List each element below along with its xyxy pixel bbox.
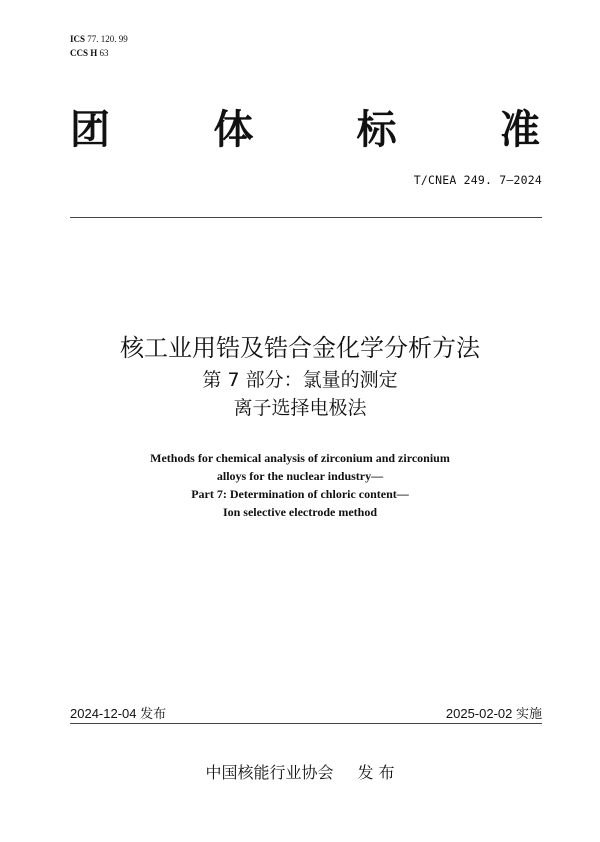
ics-code [70, 32, 128, 46]
standard-type-char: 准 [499, 106, 540, 153]
ccs-value: 63 [99, 48, 109, 58]
publisher-name: 中国核能行业协会 [205, 763, 334, 782]
implementation-date: 2025-02-02 实施 [445, 706, 542, 721]
publisher-line [0, 760, 600, 783]
english-title [0, 449, 600, 521]
standard-type-char: 团 [70, 106, 110, 153]
header-divider [70, 217, 542, 218]
english-title-line: Ion selective electrode method [222, 505, 378, 519]
classification-codes [70, 32, 128, 60]
ccs-code [70, 46, 128, 60]
english-title-line: Methods for chemical analysis of zirconium and zirconium [150, 451, 450, 465]
chinese-title-part: 第 7 部分：氯量的测定 [202, 369, 398, 391]
ics-label: ICS [70, 34, 86, 44]
chinese-title-main: 核工业用锆及锆合金化学分析方法 [120, 334, 480, 362]
issue-date: 2024-12-04 发布 [70, 706, 167, 721]
ics-value: 77. 120. 99 [87, 34, 128, 44]
chinese-title [0, 330, 600, 422]
ccs-label: CCS H [70, 48, 98, 58]
standard-type-char: 体 [213, 106, 254, 153]
footer-divider [70, 723, 542, 724]
publisher-action: 发 布 [357, 763, 395, 782]
standard-type-char: 标 [356, 106, 397, 153]
english-title-line: alloys for the nuclear industry— [216, 469, 384, 483]
standard-number: T/CNEA 249. 7—2024 [413, 173, 542, 187]
standard-type-title [70, 100, 540, 160]
english-title-line: Part 7: Determination of chloric content— [191, 487, 409, 501]
chinese-title-method: 离子选择电极法 [233, 397, 367, 419]
